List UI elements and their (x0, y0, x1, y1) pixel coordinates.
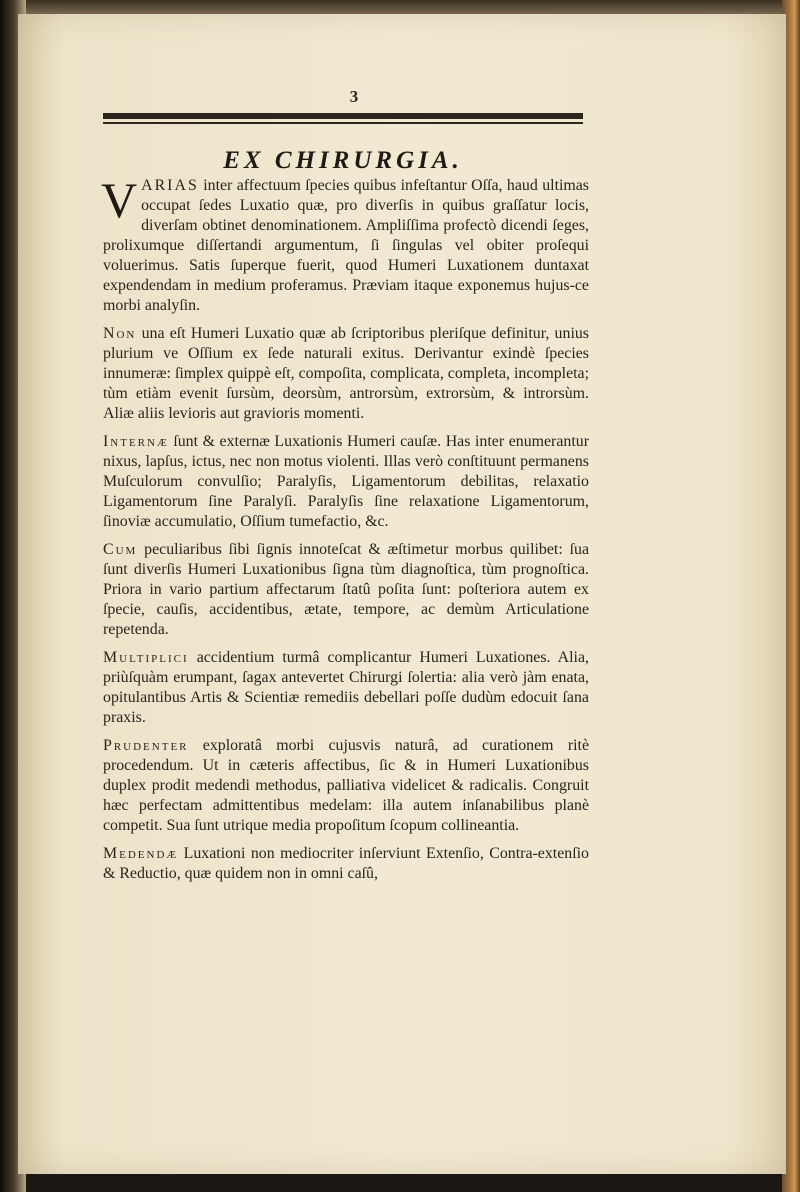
paragraph-text: accidentium turmâ complicantur Humeri Luxationes. Alia, priùſquàm erumpant, ſagax antevertet Chirurgi ſolertia: alia verò jàm enata, opitulantibus Artis & Scientiæ remediis debellari poſſe dudùm edocuit ſana praxis. (103, 649, 589, 726)
section-heading: EX CHIRURGIA. (223, 147, 463, 174)
paragraph-medendae (103, 844, 589, 884)
paragraph-prudenter (103, 736, 589, 836)
paragraph-lead-word: Cum (103, 541, 138, 558)
paragraph-text: inter affectuum ſpecies quibus infeſtantur Oſſa, haud ultimas occupat ſedes Luxatio quæ, pro diverſis in quibus graſſatur locis, diverſam obtinet denominationem. Ampliſſima profectò dicendi ſeges, prolixumque diſſertandi argumentum, ſi ſingulas vel obiter proſequi voluerimus. Satis ſuperque fuerit, quod Humeri Luxationem duntaxat expendendam in medium proferamus. Præviam itaque exponemus hujus-ce morbi analyſin. (103, 177, 589, 314)
paragraph-cum (103, 540, 589, 640)
header-rule-thin (103, 122, 583, 124)
paragraph-lead-word: Medendæ (103, 845, 179, 862)
page-number: 3 (349, 87, 359, 106)
paragraph-text: peculiaribus ſibi ſignis innoteſcat & æſtimetur morbus quilibet: ſua ſunt diverſis Humeri Luxationibus ſigna tùm diagnoſtica, tùm prognoſtica. Priora in vario partium affectarum ſtatû poſita ſunt: poſteriora autem ex ſpecie, cauſis, accidentibus, ætate, tempore, ac demùm Articulatione repetenda. (103, 541, 589, 638)
paragraph-lead-word: Internæ (103, 433, 169, 450)
header-rule (103, 113, 583, 127)
paragraph-text: ſunt & externæ Luxationis Humeri cauſæ. Has inter enumerantur nixus, lapſus, ictus, nec non motus violenti. Illas verò conſtituunt permanens Muſculorum convulſio; Paralyſis, Ligamentorum debilitas, relaxatio Ligamentorum ſine Paralyſi. Paralyſis ſine relaxatione Ligamentorum, ſinoviæ accumulatio, Oſſium tumefactio, &c. (103, 433, 589, 530)
header-rule-thick (103, 113, 583, 119)
paragraph-text: una eſt Humeri Luxatio quæ ab ſcriptoribus pleriſque definitur, unius plurium ve Oſſium ex ſede naturali exitus. Derivantur exindè ſpecies innumeræ: ſimplex quippè eſt, compoſita, complicata, completa, incompleta; tùm etiàm evenit ſursùm, deorsùm, antrorsùm, extrorsùm, & introrsùm. Aliæ aliis levioris aut gravioris momenti. (103, 325, 589, 422)
paragraph-text: exploratâ morbi cujusvis naturâ, ad curationem ritè procedendum. Ut in cæteris affectibus, ſic & in Humeri Luxationibus duplex prodit medendi methodus, palliativa videlicet & radicalis. Congruit hæc perfectam admittentibus medelam: illa autem inſanabilibus planè competit. Sua ſunt utrique media propoſitum ſcopum collineantia. (103, 737, 589, 834)
paragraph-internae (103, 432, 589, 532)
book-page (18, 14, 786, 1174)
body-text (101, 172, 589, 892)
paragraph-lead-word: Prudenter (103, 737, 189, 754)
paragraph-lead-word: Multiplici (103, 649, 189, 666)
paragraph-non (103, 324, 589, 424)
drop-cap: V (101, 172, 138, 228)
paragraph-lead-word: ARIAS (141, 177, 199, 194)
paragraph-varias (101, 172, 589, 316)
paragraph-text: Luxationi non mediocriter inſerviunt Extenſio, Contra-extenſio & Reductio, quæ quidem non in omni caſû, (103, 845, 589, 882)
paragraph-multiplici (103, 648, 589, 728)
paragraph-lead-word: Non (103, 325, 137, 342)
